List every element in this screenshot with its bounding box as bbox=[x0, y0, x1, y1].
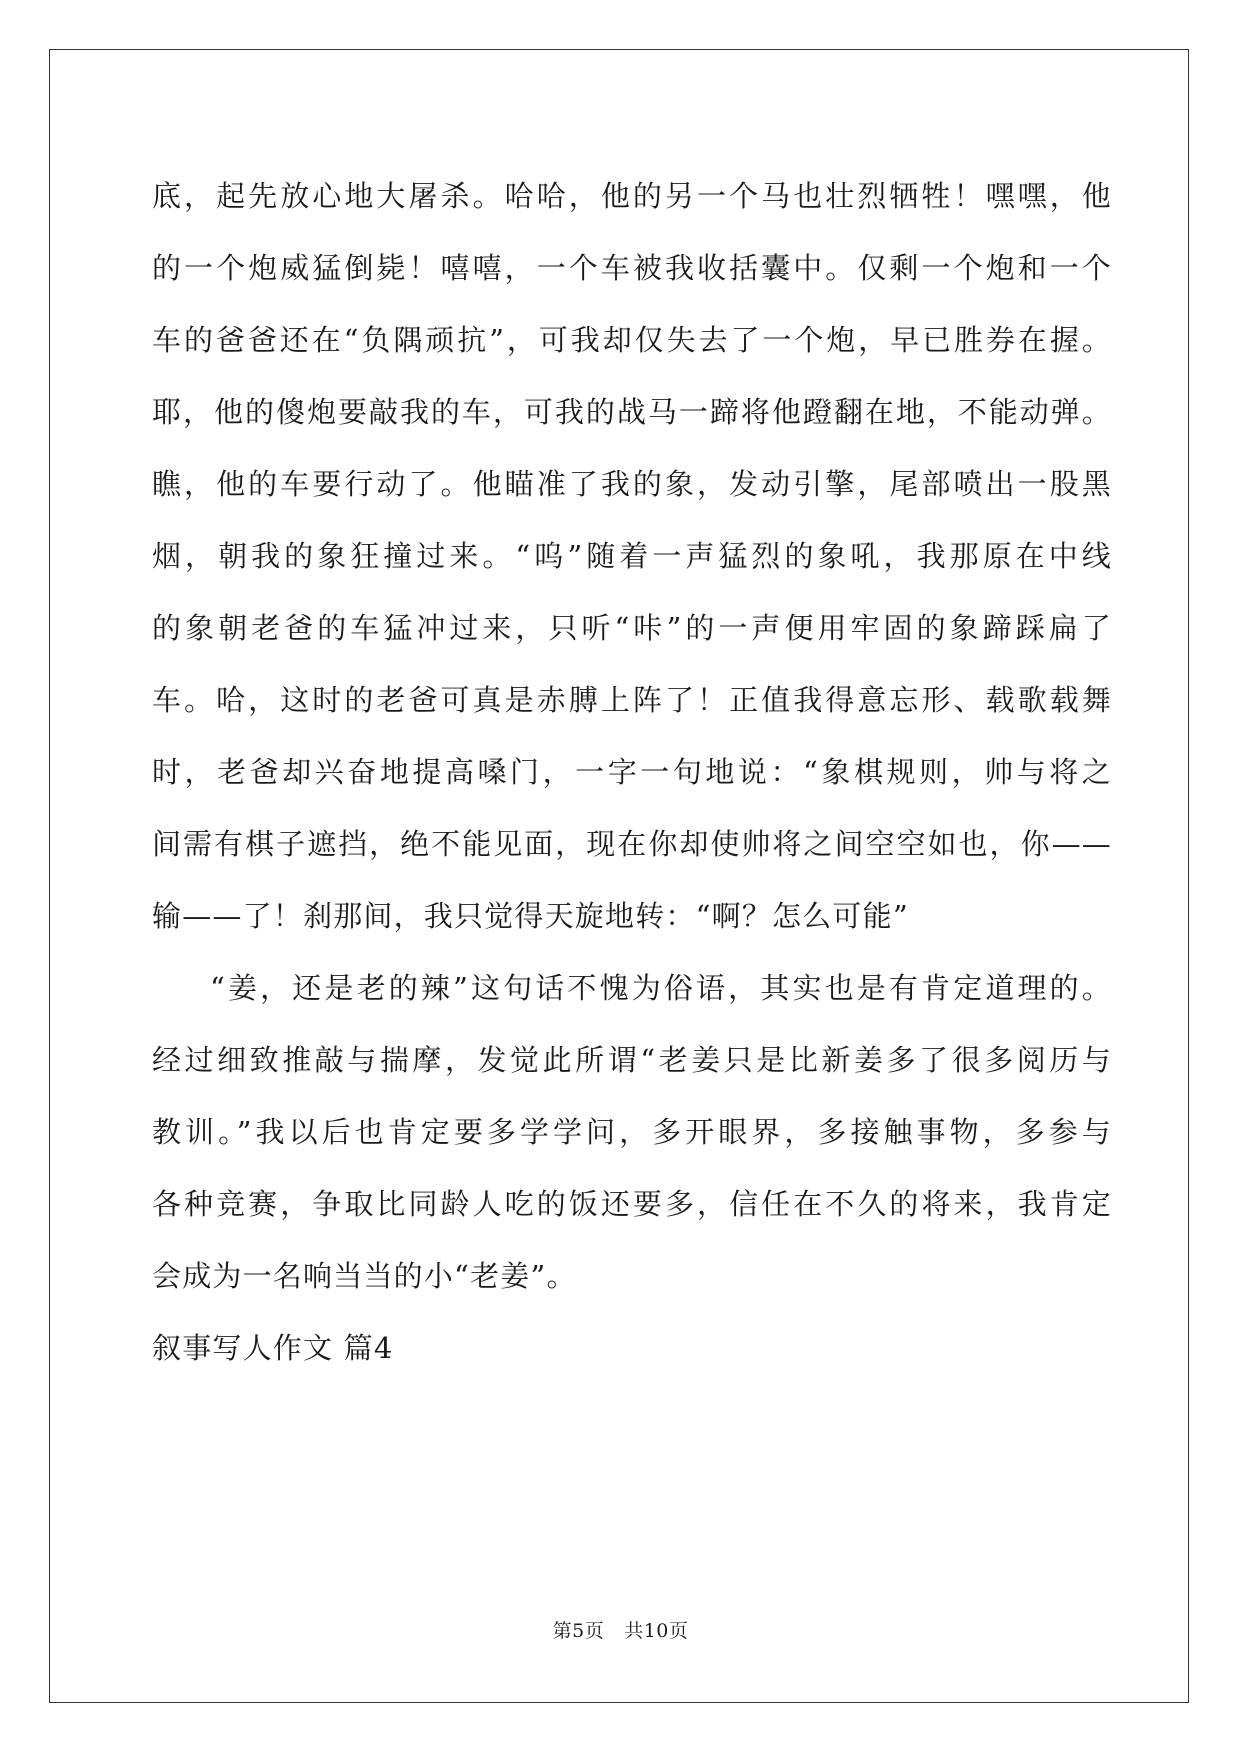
paragraph-line: 瞧，他的车要行动了。他瞄准了我的象，发动引擎，尾部喷出一股黑 bbox=[152, 467, 1112, 501]
paragraph-line: 底，起先放心地大屠杀。哈哈，他的另一个马也壮烈牺牲！嘿嘿，他 bbox=[152, 179, 1112, 213]
paragraph-line: 车。哈，这时的老爸可真是赤膊上阵了！正值我得意忘形、载歌载舞 bbox=[152, 683, 1112, 717]
paragraph-line: 的象朝老爸的车猛冲过来，只听“咔”的一声便用牢固的象蹄踩扁了 bbox=[152, 611, 1112, 645]
paragraph-line: 会成为一名响当当的小“老姜”。 bbox=[152, 1259, 577, 1293]
page-number: 第5页 bbox=[552, 1620, 605, 1642]
paragraph-line: 的一个炮威猛倒毙！嘻嘻，一个车被我收括囊中。仅剩一个炮和一个 bbox=[152, 251, 1112, 285]
paragraph-line: 烟，朝我的象狂撞过来。“呜”随着一声猛烈的象吼，我那原在中线 bbox=[152, 539, 1112, 573]
paragraph-line: 教训。”我以后也肯定要多学学问，多开眼界，多接触事物，多参与 bbox=[152, 1115, 1112, 1149]
section-heading: 叙事写人作文 篇4 bbox=[152, 1331, 394, 1365]
page-total: 共10页 bbox=[624, 1620, 689, 1642]
essay-body bbox=[152, 160, 1112, 1384]
paragraph-line: 输——了！刹那间，我只觉得天旋地转：“啊？怎么可能” bbox=[152, 899, 909, 933]
paragraph-line: 时，老爸却兴奋地提高嗓门，一字一句地说：“象棋规则，帅与将之 bbox=[152, 755, 1112, 789]
paragraph-line: 间需有棋子遮挡，绝不能见面，现在你却使帅将之间空空如也，你—— bbox=[152, 827, 1112, 861]
paragraph-line: 车的爸爸还在“负隅顽抗”，可我却仅失去了一个炮，早已胜券在握。 bbox=[152, 323, 1112, 357]
paragraph-first-line: “姜，还是老的辣”这句话不愧为俗语，其实也是有肯定道理的。 bbox=[210, 971, 1112, 1005]
paragraph-line: 经过细致推敲与揣摩，发觉此所谓“老姜只是比新姜多了很多阅历与 bbox=[152, 1043, 1112, 1077]
paragraph-line: 各种竞赛，争取比同龄人吃的饭还要多，信任在不久的将来，我肯定 bbox=[152, 1187, 1112, 1221]
page-footer bbox=[0, 1616, 1241, 1643]
paragraph-line: 耶，他的傻炮要敲我的车，可我的战马一蹄将他蹬翻在地，不能动弹。 bbox=[152, 395, 1112, 429]
